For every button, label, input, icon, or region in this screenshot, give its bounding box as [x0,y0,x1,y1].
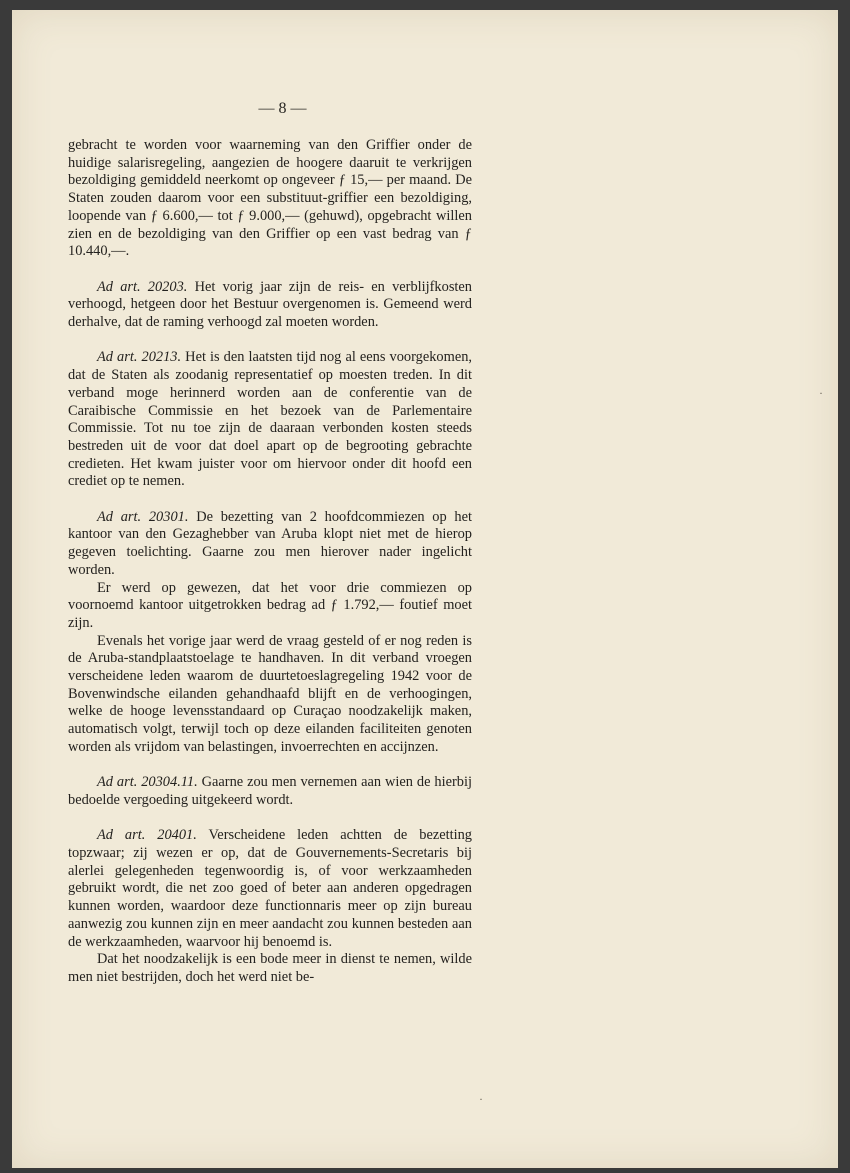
paragraph-text: Gaarne zou men vernemen aan wien de hierbij bedoelde vergoeding uitgekeerd wordt. [68,774,472,808]
paragraph-text: De bezetting van 2 hoofdcommiezen op het kantoor van den Gezaghebber van Aruba klopt niet met de hierop gegeven toelichting. Gaarne zou men hierover nader ingelicht worden. [68,508,472,578]
paragraph-art-20203 [68,279,472,332]
paragraph-drie-commiezen [68,580,472,633]
paper-speck: · [819,386,823,400]
paragraph-text: Dat het noodzakelijk is een bode meer in dienst te nemen, wilde men niet bestrijden, doch het werd niet be- [68,951,472,985]
body-text [68,137,472,987]
paragraph-art-20213 [68,349,472,491]
paragraph-text: gebracht te worden voor waarneming van den Griffier onder de huidige salarisregeling, aangezien de hoogere daaruit te verkrijgen bezoldiging gemiddeld neerkomt op ongeveer ƒ 15,— per maand. De Staten zouden daarom voor een substituut-griffier een bezoldiging, loopende van ƒ 6.600,— tot ƒ 9.000,— (gehuwd), opgebracht willen zien en de bezoldiging van den Griffier op een vast bedrag van ƒ 10.440,—. [68,137,472,260]
article-reference: Ad art. 20213. [97,349,182,366]
document-page [12,10,838,1168]
page-number: — 8 — [258,100,307,117]
paragraph-standplaatstoelage [68,633,472,757]
paragraph-text: Verscheidene leden achtten de bezetting topzwaar; zij wezen er op, dat de Gouvernements-Secretaris bij alerlei gelegenheden tegenwoordig is, of voor werkzaamheden gebruikt wordt, die net zoo goed of beter aan anderen opgedragen kunnen worden, waardoor deze functionnaris meer op zijn bureau aanwezig zou kunnen zijn en meer aandacht zou kunnen besteden aan de werkzaamheden, waarvoor hij benoemd is. [68,827,473,950]
article-reference: Ad art. 20401. [97,827,197,844]
paragraph-text: Evenals het vorige jaar werd de vraag gesteld of er nog reden is de Aruba-standplaatstoelage te handhaven. In dit verband vroegen verscheidene leden waarom de duurtetoeslagregeling 1942 voor de Bovenwindsche eilanden gehandhaafd blijft en de verhoogingen, welke de hooge levensstandaard op Curaçao noodzakelijk maken, automatisch volgt, terwijl toch op deze eilanden faciliteiten genoten worden als vrijdom van belastingen, invoerrechten en accijnzen. [68,632,472,755]
paragraph-art-20304-11 [68,774,472,809]
article-reference: Ad art. 20301. [97,508,189,525]
paragraph-text: Het vorig jaar zijn de reis- en verblijfkosten verhoogd, hetgeen door het Bestuur overgenomen is. Gemeend werd derhalve, dat de raming verhoogd zal moeten worden. [68,278,472,331]
paragraph-art-20301 [68,509,472,580]
paragraph-griffier-salary [68,137,472,261]
article-reference: Ad art. 20304.11. [97,774,198,791]
paragraph-art-20401 [68,827,472,951]
paragraph-text: Er werd op gewezen, dat het voor drie commiezen op voornoemd kantoor uitgetrokken bedrag ad ƒ 1.792,— foutief moet zijn. [68,579,472,631]
paper-speck: · [479,1092,483,1106]
paragraph-bode [68,951,472,986]
paragraph-text: Het is den laatsten tijd nog al eens voorgekomen, dat de Staten als zoodanig representatief op moesten treden. In dit verband moge herinnerd worden aan de conferentie van de Caraibische Commissie en het bezoek van de Parlementaire Commissie. Tot nu toe zijn de daaraan verbonden kosten steeds bestreden uit de voor dat doel apart op de begrooting gebrachte credieten. Het kwam juister voor om hiervoor onder dit hoofd een crediet op te nemen. [68,349,472,490]
article-reference: Ad art. 20203. [97,278,188,295]
